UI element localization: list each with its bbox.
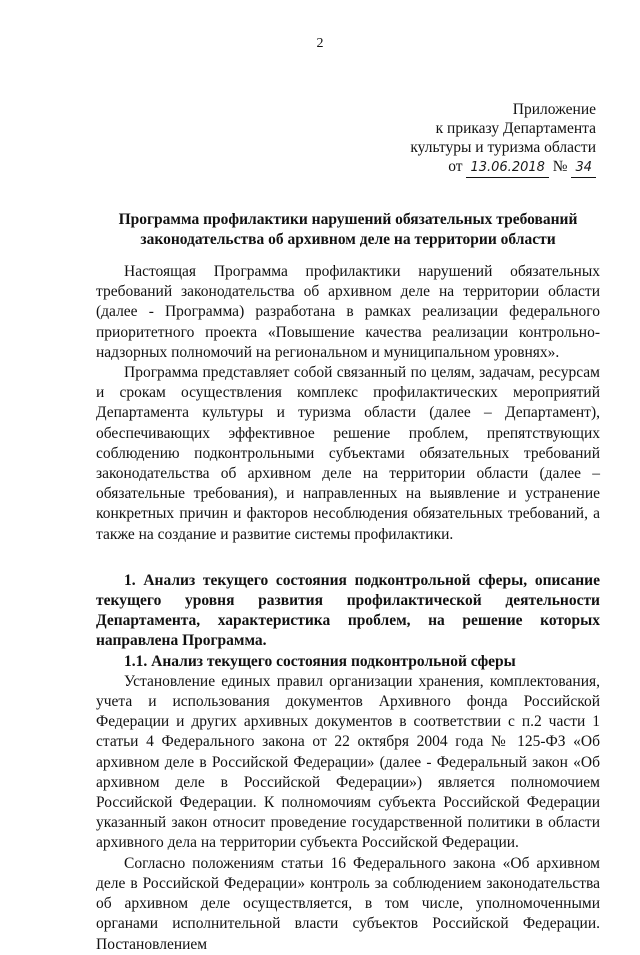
date-prefix: от xyxy=(448,158,463,175)
paragraph-spacer xyxy=(96,545,600,571)
document-title: Программа профилактики нарушений обязательных требований законодательства об архивном деле на территории области xyxy=(118,211,578,248)
paragraph-intro: Настоящая Программа профилактики нарушений обязательных требований законодательства об архивном деле на территории области (далее - Программа) разработана в рамках реализации федерального приоритетного проекта «Повышение качества реализации контрольно-надзорных полномочий на региональном и муниципальном уровнях». xyxy=(96,263,600,361)
appendix-line-2: к приказу Департамента xyxy=(435,120,596,137)
handwritten-number: 34 xyxy=(571,158,596,178)
document-body xyxy=(96,262,600,955)
section-1-title: 1. Анализ текущего состояния подконтрольной сферы, описание текущего уровня развития профилактической деятельности Департамента, характеристика проблем, на решение которых направлена Программа. xyxy=(96,571,600,650)
appendix-date-line xyxy=(360,157,596,178)
number-prefix: № xyxy=(552,158,568,175)
appendix-line-3: культуры и туризма области xyxy=(410,139,596,156)
handwritten-date: 13.06.2018 xyxy=(466,158,548,178)
paragraph-unified-rules: Установление единых правил организации хранения, комплектования, учета и использования документов Архивного фонда Российской Федерации и других архивных документов в соответствии с п.2 части 1 статьи 4 Федерального закона от 22 октября 2004 года № 125-ФЗ «Об архивном деле в Российской Федерации» (далее - Федеральный закон «Об архивном деле в Российской Федерации») является полномочием Российской Федерации. К полномочиям субъекта Российской Федерации указанный закон относит проведение государственной политики в области архивного дела на территории субъекта Российской Федерации. xyxy=(96,672,600,852)
paragraph-article-16: Согласно положениям статьи 16 Федерального закона «Об архивном деле в Российской Федерации» контроль за соблюдением законодательства об архивном деле осуществляется, в том числе, уполномоченными органами исполнительной власти субъектов Российской Федерации. Постановлением xyxy=(96,854,600,953)
appendix-line-1: Приложение xyxy=(512,101,596,118)
appendix-block xyxy=(360,100,596,178)
paragraph-program-description: Программа представляет собой связанный по целям, задачам, ресурсам и срокам осуществления комплекс профилактических мероприятий Департамента культуры и туризма области (далее – Департамент), обеспечивающих эффективное решение проблем, препятствующих соблюдению подконтрольными субъектами обязательных требований законодательства об архивном деле на территории области (далее – обязательные требования), и направленных на выявление и устранение конкретных причин и факторов несоблюдения обязательных требований, а также на создание и развитие системы профилактики. xyxy=(96,364,600,543)
page-number: 2 xyxy=(316,36,324,51)
subsection-1-1-title: 1.1. Анализ текущего состояния подконтрольной сферы xyxy=(124,652,516,670)
